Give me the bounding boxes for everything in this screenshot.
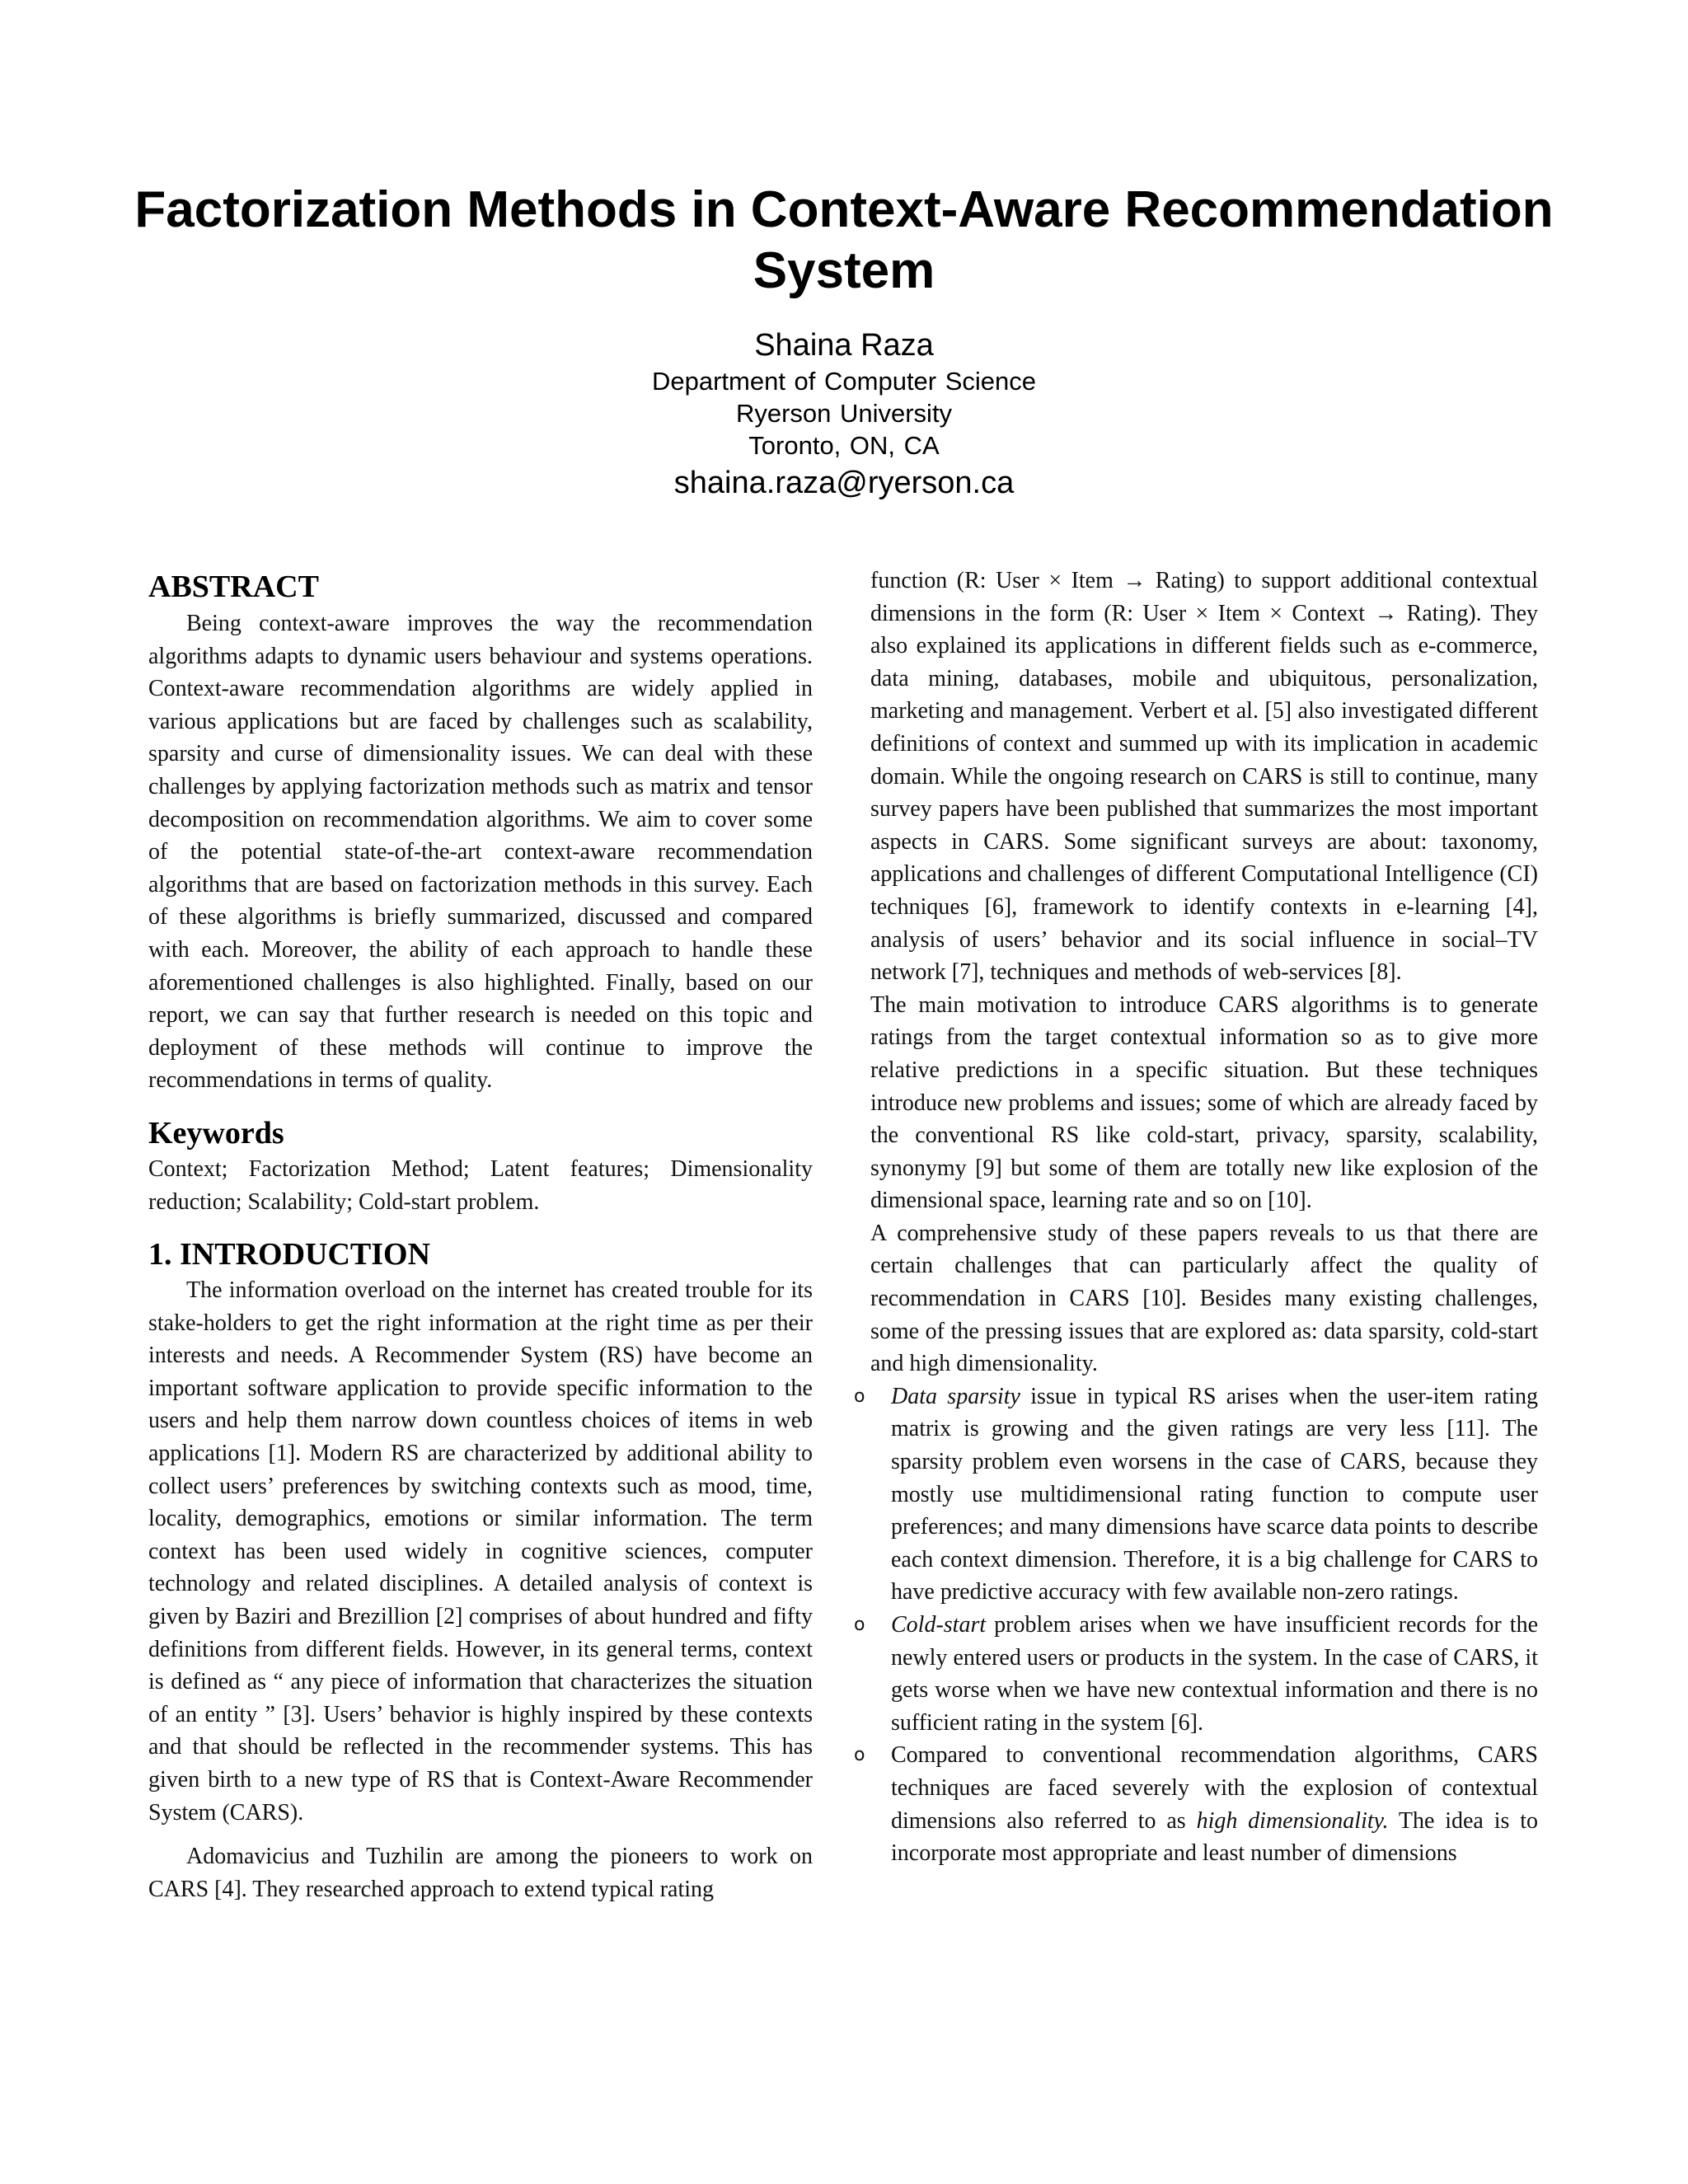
- keywords-heading: Keywords: [148, 1115, 284, 1151]
- left-column: [148, 569, 813, 1905]
- introduction-heading: 1. INTRODUCTION: [148, 1237, 431, 1272]
- author-email: shaina.raza@ryerson.ca: [673, 466, 1015, 500]
- term-emphasis: Data sparsity: [891, 1383, 1020, 1409]
- abstract-heading: ABSTRACT: [148, 569, 319, 604]
- abstract-text: Being context-aware improves the way the recommendation algorithms adapts to dynamic users behaviour and systems operations. Context-aware recommendation algorithms are widely applied in various applications but are faced by challenges such as scalability, sparsity and curse of dimensionality issues. We can deal with these challenges by applying factorization methods such as matrix and tensor decomposition on recommendation algorithms. We aim to cover some of the potential state-of-the-art context-aware recommendation algorithms that are based on factorization methods in this survey. Each of these algorithms is briefly summarized, discussed and compared with each. Moreover, the ability of each approach to handle these aforementioned challenges is also highlighted. Finally, based on our report, we can say that further research is needed on this topic and deployment of these methods will continue to improve the recommendations in terms of quality.: [148, 611, 813, 1094]
- term-emphasis: high dimensionality.: [1196, 1807, 1389, 1834]
- list-item: [854, 1609, 1538, 1739]
- introduction-paragraph-4: A comprehensive study of these papers reveals to us that there are certain challenges that can particularly affect the quality of recommendation in CARS [10]. Besides many existing challenges, some of the pressing issues that are explored as: data sparsity, cold-start and high dimensionality.: [870, 1220, 1538, 1377]
- list-item-text: Compared to conventional recommendation algorithms, CARS techniques are faced severely with the explosion of contextual dimensions also referred to as: [891, 1742, 1538, 1834]
- term-emphasis: Cold-start: [891, 1612, 987, 1638]
- bullet-circle-icon: o: [854, 1615, 865, 1635]
- paper-title: Factorization Methods in Context-Aware Recommendation System: [134, 181, 1554, 299]
- author-location: Toronto, ON, CA: [748, 431, 940, 460]
- list-item-text: The idea is to incorporate most appropriate and least number of dimensions: [891, 1807, 1538, 1867]
- challenges-list: [854, 1380, 1538, 1870]
- author-department: Department of Computer Science: [651, 367, 1037, 396]
- author-block: [432, 326, 1256, 503]
- list-item: [854, 1739, 1538, 1869]
- right-column: [854, 565, 1538, 1870]
- keywords-text: Context; Factorization Method; Latent features; Dimensionality reduction; Scalability; Cold-start problem.: [148, 1155, 813, 1215]
- author-name: Shaina Raza: [754, 328, 934, 363]
- introduction-paragraph-2: Adomavicius and Tuzhilin are among the pioneers to work on CARS [4]. They researched approach to extend typical rating: [148, 1844, 813, 1902]
- bullet-circle-icon: o: [854, 1385, 865, 1407]
- author-university: Ryerson University: [735, 399, 953, 428]
- list-item: [854, 1380, 1538, 1609]
- list-item-text: issue in typical RS arises when the user-item rating matrix is growing and the given ratings are very less [11]. The sparsity problem even worsens in the case of CARS, because they mostly use multidimensional rating function to compute user preferences; and many dimensions have scarce data points to describe each context dimension. Therefore, it is a big challenge for CARS to have predictive accuracy with few available non-zero ratings.: [891, 1383, 1538, 1605]
- introduction-paragraph-3: The main motivation to introduce CARS algorithms is to generate ratings from the target contextual information so as to give more relative predictions in a specific situation. But these techniques introduce new problems and issues; some of which are already faced by the conventional RS like cold-start, privacy, sparsity, scalability, synonymy [9] but some of them are totally new like explosion of the dimensional space, learning rate and so on [10].: [870, 991, 1538, 1214]
- bullet-circle-icon: o: [854, 1745, 865, 1766]
- introduction-paragraph-2-continued: function (R: User × Item → Rating) to support additional contextual dimensions in the form (R: User × Item × Context → Rating). They also explained its applications in different fields such as e-commerce, data mining, databases, mobile and ubiquitous, personalization, marketing and management. Verbert et al. [5] also investigated different definitions of context and summed up with its implication in academic domain. While the ongoing research on CARS is still to continue, many survey papers have been published that summarizes the most important aspects in CARS. Some significant surveys are about: taxonomy, applications and challenges of different Computational Intelligence (CI) techniques [6], framework to identify contexts in e-learning [4], analysis of users’ behavior and its social influence in social–TV network [7], techniques and methods of web-services [8].: [870, 568, 1538, 986]
- list-item-text: problem arises when we have insufficient records for the newly entered users or products in the system. In the case of CARS, it gets worse when we have new contextual information and there is no sufficient rating in the system [6].: [891, 1612, 1538, 1736]
- introduction-paragraph-1: The information overload on the internet has created trouble for its stake-holders to get the right information at the right time as per their interests and needs. A Recommender System (RS) have become an important software application to provide specific information to the users and help them narrow down countless choices of items in web applications [1]. Modern RS are characterized by additional ability to collect users’ preferences by switching contexts such as mood, time, locality, demographics, emotions or similar information. The term context has been used widely in cognitive sciences, computer technology and related disciplines. A detailed analysis of context is given by Baziri and Brezillion [2] comprises of about hundred and fifty definitions from different fields. However, in its general terms, context is defined as “ any piece of information that characterizes the situation of an entity ” [3]. Users’ behavior is highly inspired by these contexts and that should be reflected in the recommender systems. This has given birth to a new type of RS that is Context-Aware Recommender System (CARS).: [148, 1277, 813, 1825]
